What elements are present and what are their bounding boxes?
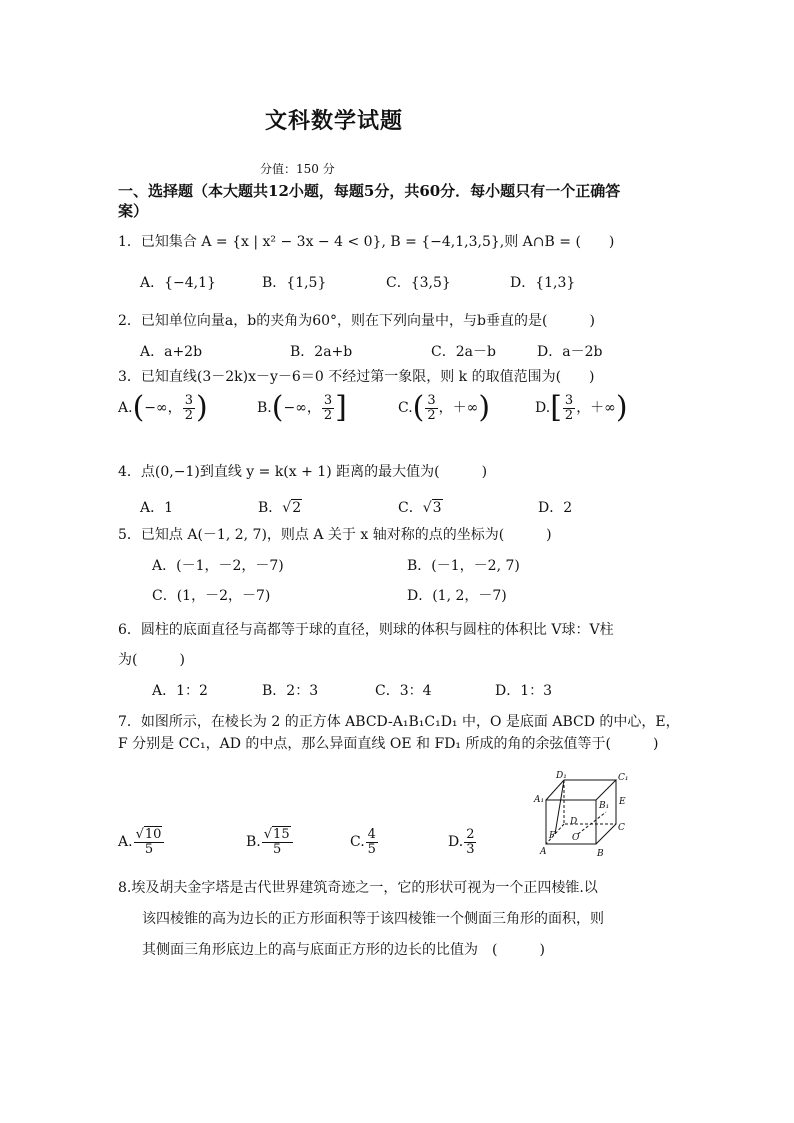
- q5-option-b: B．(－1，－2, 7): [407, 558, 520, 574]
- label-a1: A₁: [534, 795, 545, 805]
- q8-line1: 8.埃及胡夫金字塔是古代世界建筑奇迹之一，它的形状可视为一个正四棱锥.以: [118, 880, 598, 896]
- label-o: O: [572, 833, 580, 843]
- label-e: E: [619, 797, 626, 807]
- q1-option-c: C．{3,5}: [386, 275, 451, 291]
- label-f: F: [549, 831, 556, 841]
- q6-option-c: C．3：4: [375, 683, 432, 699]
- q2-option-b: B．2a+b: [290, 344, 353, 360]
- q7-option-b: B. $\frac{√15}{5}$: [246, 828, 294, 856]
- label-c: C: [618, 823, 625, 833]
- label-b1: B₁: [599, 801, 610, 811]
- q6-option-d: D．1：3: [495, 683, 553, 699]
- q1-stem: 1．已知集合 A = {x | x² − 3x − 4 < 0}, B = {−4,1,3,5},则 A∩B = ( ): [118, 234, 615, 250]
- q4-option-d: D．2: [538, 500, 573, 516]
- cube-top-face: [546, 780, 616, 800]
- q3-option-d: D.[ $\frac{3}{2}$ ，＋∞): [535, 390, 628, 425]
- section-heading-line1: 一、选择题（本大题共12小题，每题5分，共60分．每小题只有一个正确答: [118, 182, 621, 200]
- q5-option-c: C．(1，－2，－7): [152, 588, 271, 604]
- q3-stem: 3．已知直线(3－2k)x－y－6＝0 不经过第一象限，则 k 的取值范围为( ): [118, 369, 595, 385]
- q3-option-c: C.( $\frac{3}{2}$ ，＋∞): [398, 390, 491, 425]
- q8-line3: 其侧面三角形底边上的高与底面正方形的边长的比值为 ( ): [142, 942, 545, 958]
- q1-option-b: B．{1,5}: [262, 275, 327, 291]
- q3-option-b: B.(−∞， $\frac{3}{2}$ ]: [257, 390, 347, 425]
- q6-stem-line1: 6．圆柱的底面直径与高都等于球的直径，则球的体积与圆柱的体积比 V球：V柱: [118, 622, 614, 638]
- section-heading-line2: 案）: [118, 202, 149, 220]
- q1-option-d: D．{1,3}: [510, 275, 576, 291]
- label-d1: D₁: [556, 771, 567, 781]
- q6-option-b: B．2：3: [262, 683, 319, 699]
- q2-option-a: A．a+2b: [140, 344, 203, 360]
- q6-option-a: A．1：2: [152, 683, 208, 699]
- q6-stem-line2: 为( ): [118, 652, 185, 668]
- q7-option-d: D. $\frac{2}{3}$: [448, 827, 475, 857]
- label-d: D: [570, 817, 578, 827]
- label-b: B: [597, 849, 604, 859]
- q4-option-a: A．1: [140, 500, 174, 516]
- q5-option-d: D．(1, 2，－7): [407, 588, 507, 604]
- q8-line2: 该四棱锥的高为边长的正方形面积等于该四棱锥一个侧面三角形的面积，则: [142, 911, 604, 927]
- score-info: 分值：150 分: [260, 162, 335, 176]
- q4-option-c: C．√3: [398, 500, 442, 516]
- q7-stem-line2: F 分别是 CC₁，AD 的中点，那么异面直线 OE 和 FD₁ 所成的角的余弦值等于( ): [118, 736, 659, 752]
- q2-stem: 2．已知单位向量a，b的夹角为60°，则在下列向量中，与b垂直的是( ): [118, 313, 595, 329]
- q3-option-a: A.(−∞， $\frac{3}{2}$ ): [118, 390, 208, 425]
- q4-option-b: B．√2: [258, 500, 302, 516]
- q2-option-d: D．a－2b: [537, 344, 603, 360]
- q1-option-a: A．{−4,1}: [140, 275, 216, 291]
- q5-option-a: A．(－1，－2，－7): [152, 558, 284, 574]
- q7-option-a: A. $\frac{√10}{5}$: [118, 828, 165, 856]
- q5-stem: 5．已知点 A(－1, 2, 7)，则点 A 关于 x 轴对称的点的坐标为( ): [118, 527, 552, 543]
- q7-stem-line1: 7．如图所示，在棱长为 2 的正方体 ABCD-A₁B₁C₁D₁ 中，O 是底面 ABCD 的中心，E，: [118, 714, 680, 730]
- page-title: 文科数学试题: [265, 108, 404, 134]
- q4-stem: 4．点(0,−1)到直线 y = k(x + 1) 距离的最大值为( ): [118, 464, 488, 480]
- q7-option-c: C. $\frac{4}{5}$: [350, 827, 376, 857]
- segment-oe: [578, 812, 606, 834]
- label-c1: C₁: [618, 773, 629, 783]
- cube-figure: [530, 768, 640, 860]
- label-a: A: [540, 847, 547, 857]
- q2-option-c: C．2a－b: [431, 344, 496, 360]
